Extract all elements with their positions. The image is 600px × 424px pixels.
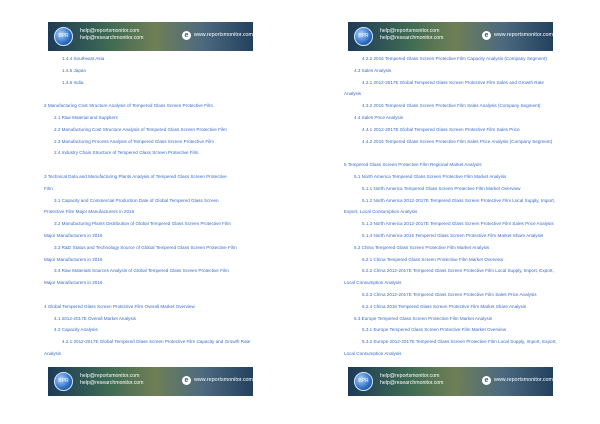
header-banner [348, 22, 553, 51]
toc-line: 4.4.2 2016 Tempered Glass Screen Protective Film Sales Price Analysis (Company Segment) [362, 138, 553, 144]
toc-line: 5 Tempered Glass Screen Protective Film Regional Market Analysis [344, 162, 482, 168]
toc-line: 4.3 Sales Analysis [354, 67, 392, 73]
website-text: www.reportsmonitor.com [194, 32, 253, 38]
toc-line: 2.2 Manufacturing Cost Structure Analysis of Tempered Glass Screen Protective Film [54, 126, 227, 132]
toc-line: 5.3.1 Europe Tempered Glass Screen Protective Film Market Overview [362, 327, 507, 333]
email-secondary: help@researchmonitor.com [380, 35, 444, 41]
toc-line: 1.4.6 India [62, 79, 84, 85]
contact-emails [80, 373, 144, 387]
toc-line: 3.3 R&D Status and Technology Source of Global Tempered Glass Screen Protective Film [54, 244, 237, 250]
toc-line: 4.2.1 2012-2017E Global Tempered Glass Screen Protective Film Capacity and Growth Rate [62, 339, 251, 345]
toc-line: 2.3 Manufacturing Process Analysis of Tempered Glass Screen Protective Film [54, 138, 214, 144]
toc-line: 5.2.3 China 2012-2017E Tempered Glass Screen Protective Film Sales Price Analysis [362, 292, 537, 297]
footer-banner [348, 367, 553, 396]
toc-line: 5.1 North America Tempered Glass Screen Protective Film Market Analysis [354, 174, 507, 179]
toc-line: 1.4.4 Southeast Asia [62, 56, 105, 61]
website-text: www.reportsmonitor.com [494, 377, 553, 383]
toc-line: 4.2.2 2016 Tempered Glass Screen Protective Film Capacity Analysis (Company Segment) [362, 56, 547, 61]
globe-icon: e [482, 31, 491, 40]
toc-line: 3.2 Manufacturing Plants Distribution of Global Tempered Glass Screen Protective Film [54, 221, 231, 227]
toc-line: 5.3.2 Europe 2012-2017E Tempered Glass Screen Protective Film Local Supply, Import, Export, [362, 339, 557, 345]
globe-icon: e [182, 376, 191, 385]
logo-icon: BPR [54, 372, 73, 391]
toc-line: 4.3.2 2016 Tempered Glass Screen Protective Film Sales Analysis (Company Segment) [362, 103, 541, 109]
toc-line: 2.4 Industry Chain Structure of Tempered Glass Screen Protective Film [54, 150, 199, 156]
toc-line: Protective Film Major Manufacturers in 2016 [44, 209, 135, 215]
contact-emails [380, 373, 444, 387]
toc-line: 5.3 Europe Tempered Glass Screen Protective Film Market Analysis [354, 315, 493, 321]
website-text: www.reportsmonitor.com [494, 32, 553, 38]
toc-line: 4.4.1 2012-2017E Global Tempered Glass Screen Protective Film Sales Price [362, 126, 520, 132]
toc-line: Analysis [44, 351, 62, 356]
toc-line: Local Consumption Analysis [344, 280, 402, 286]
toc-line: 4.1 2012-2017E Overall Market Analysis [54, 315, 136, 321]
contact-emails [80, 28, 144, 42]
email-primary: help@reportsmonitor.com [380, 28, 440, 34]
logo-icon: BPR [354, 372, 373, 391]
toc-line: 5.2.2 China 2012-2017E Tempered Glass Screen Protective Film Local Supply, Import, Export, [362, 268, 554, 274]
toc-line: Major Manufacturers in 2016 [44, 233, 103, 238]
logo-icon: BPR [354, 27, 373, 46]
logo-icon: BPR [54, 27, 73, 46]
toc-line: Local Consumption Analysis [344, 351, 402, 356]
website-text: www.reportsmonitor.com [194, 377, 253, 383]
toc-line: 4.4 Sales Price Analysis [354, 115, 404, 120]
toc-line: 1.4.5 Japan [62, 67, 87, 73]
toc-line: 5.2.4 China 2016 Tempered Glass Screen Protective Film Market Share Analysis [362, 303, 527, 309]
toc-line: 4.3.1 2012-2017E Global Tempered Glass Screen Protective Film Sales and Growth Rate [362, 79, 544, 85]
toc-line: 5.2 China Tempered Glass Screen Protective Film Market Analysis [354, 244, 490, 250]
toc-line: 4.2 Capacity Analysis [54, 327, 98, 333]
contact-emails [380, 28, 444, 42]
toc-line: 5.1.1 North America Tempered Glass Screen Protective Film Market Overview [362, 185, 521, 191]
toc-line: 3 Technical Data and Manufacturing Plants Analysis of Tempered Glass Screen Protective [44, 174, 227, 179]
email-secondary: help@researchmonitor.com [80, 35, 144, 41]
email-primary: help@reportsmonitor.com [80, 373, 140, 379]
toc-line: Film [44, 185, 53, 191]
globe-icon: e [482, 376, 491, 385]
email-primary: help@reportsmonitor.com [80, 28, 140, 34]
footer-banner [48, 367, 253, 396]
email-primary: help@reportsmonitor.com [380, 373, 440, 379]
header-banner [48, 22, 253, 51]
toc-line: 3.1 Capacity and Commercial Production Date of Global Tempered Glass Screen [54, 197, 219, 203]
toc-line: Major Manufacturers in 2016 [44, 280, 103, 286]
globe-icon: e [182, 31, 191, 40]
toc-line: Analysis [344, 91, 362, 97]
toc-line: 5.1.3 North America 2012-2017E Tempered Glass Screen Protective Film Sales Price Analysis [362, 221, 554, 227]
toc-line: Export, Local Consumption Analysis [344, 209, 418, 215]
toc-line: 5.1.4 North America 2016 Tempered Glass Screen Protective Film Market Share Analysis [362, 233, 544, 238]
toc-line: 5.2.1 China Tempered Glass Screen Protective Film Market Overview [362, 256, 504, 262]
toc-line: 2.1 Raw Material and Suppliers [54, 115, 118, 120]
right-page [300, 0, 600, 424]
toc-line: 2 Manufacturing Cost Structure Analysis of Tempered Glass Screen Protective Film [44, 103, 213, 109]
email-secondary: help@researchmonitor.com [380, 380, 444, 386]
email-secondary: help@researchmonitor.com [80, 380, 144, 386]
toc-line: 5.1.2 North America 2012-2017E Tempered Glass Screen Protective Film Local Supply, Import, [362, 197, 556, 203]
toc-line: Major Manufacturers in 2016 [44, 256, 103, 262]
toc-line: 3.4 Raw Materials Sources Analysis of Global Tempered Glass Screen Protective Film [54, 268, 229, 274]
toc-line: 4 Global Tempered Glass Screen Protective Film Overall Market Overview [44, 303, 195, 309]
